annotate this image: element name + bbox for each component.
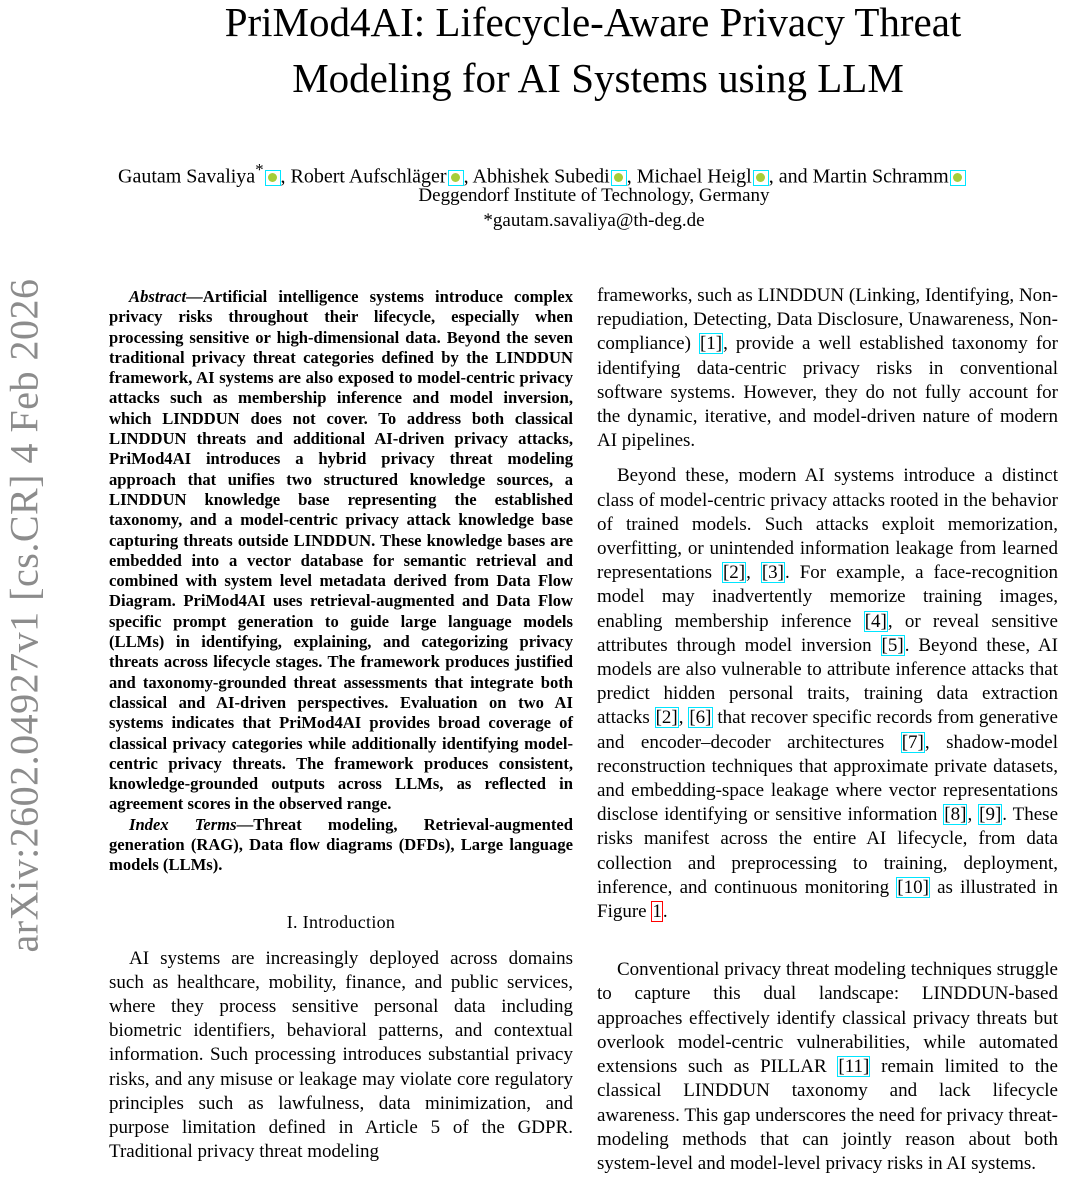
title-line-1: PriMod4AI: Lifecycle-Aware Privacy Threat (224, 0, 962, 45)
paragraph-text: Conventional privacy threat modeling techniques struggle to capture this dual landscape: LINDDUN-based approaches effectively identify classical privacy threats but overlook model-centric vulnerabilities, while automated extensions such as PILLAR (597, 959, 1058, 1078)
body-paragraph (597, 284, 1058, 453)
index-terms-label: Index Terms (129, 814, 237, 834)
title-line-2: Modeling for AI Systems using LLM (292, 55, 904, 101)
paragraph-text: Beyond these, modern AI systems introduce a distinct class of model-centric privacy attacks rooted in the behavior of trained models. Such attacks exploit memorization, overfitting, or unintended information leakage from learned representations (597, 465, 1058, 584)
author-name: Gautam Savaliya (118, 165, 256, 188)
author-name: Abhishek Subedi (472, 165, 610, 188)
paragraph-text: . (662, 901, 668, 923)
figure-reference-link[interactable]: 1 (652, 901, 662, 923)
paragraph-text: frameworks, such as LINDDUN (Linking, Identifying, Non-repudiation, Detecting, Data Disclosure, Unawareness, Non-compliance) (597, 285, 1058, 355)
citation-link[interactable]: [2] (722, 562, 746, 584)
paragraph-text: . Beyond these, AI models are also vulnerable to attribute inference attacks that predict hidden personal traits, training data extraction attacks (597, 634, 1058, 729)
citation-link[interactable]: [9] (979, 804, 1002, 826)
body-paragraph: AI systems are increasingly deployed across domains such as healthcare, mobility, finance, and public services, where they process sensitive personal data including biometric identifiers, behavioral patterns, and contextual information. Such processing introduces substantial privacy risks, and any misuse or leakage may violate core regulatory principles such as lawfulness, data minimization, and purpose limitation defined in Article 5 of the GDPR. Traditional privacy threat modeling (109, 947, 573, 1163)
paragraph-text: that recover specific records from generative and encoder–decoder architectures (597, 707, 1058, 753)
citation-link[interactable]: [4] (864, 610, 887, 632)
contact-email: *gautam.savaliya@th-deg.de (483, 210, 705, 231)
author-separator: , (626, 165, 637, 188)
citation-link[interactable]: [6] (689, 707, 712, 729)
citation-link[interactable]: [1] (699, 333, 723, 355)
arxiv-identifier-stamp (2, 270, 46, 960)
paragraph-text: , (678, 707, 689, 729)
citation-link[interactable]: [5] (881, 634, 904, 656)
abstract (109, 287, 573, 815)
author-name: Michael Heigl (636, 165, 752, 188)
paragraph-text: . For example, a face-recognition model may inadvertently memorize training images, enabling membership inference (597, 562, 1059, 632)
abstract-label: Abstract (129, 287, 187, 306)
citation-link[interactable]: [3] (761, 562, 785, 584)
paragraph-text: as illustrated in Figure (597, 876, 1058, 923)
citation-link[interactable]: [7] (901, 731, 924, 753)
citation-link[interactable]: [11] (838, 1056, 870, 1078)
right-column (597, 284, 1058, 1176)
body-paragraph (597, 958, 1058, 1176)
paragraph-text: , provide a well established taxonomy for identifying data-centric privacy risks in conventional software systems. However, they do not fully account for the dynamic, iterative, and model-driven nature of modern AI pipelines. (597, 333, 1058, 452)
index-terms-text: —Threat modeling, Retrieval-augmented generation (RAG), Data flow diagrams (DFDs), Large language models (LLMs). (109, 814, 573, 875)
affiliation: Deggendorf Institute of Technology, Germany (418, 185, 770, 206)
section-heading-introduction: I. Introduction (286, 911, 396, 932)
arxiv-stamp-text: arXiv:2602.04927v1 [cs.CR] 4 Feb 2026 (1, 277, 47, 953)
index-terms (109, 815, 573, 876)
left-column (109, 287, 573, 1164)
citation-link[interactable]: [8] (944, 804, 967, 826)
citation-link[interactable]: [2] (655, 707, 678, 729)
paragraph-text: , shadow-model reconstruction techniques that approximate private datasets, and embedding-space leakage where vector representations disclose identifying or sensitive information (597, 731, 1058, 826)
paragraph-text: . These risks manifest across the entire AI lifecycle, from data collection and preprocessing to training, deployment, inference, and continuous monitoring (597, 804, 1059, 898)
author-name: Martin Schramm (812, 165, 949, 188)
paragraph-text: , (967, 804, 979, 826)
abstract-text: —Artificial intelligence systems introduce complex privacy risks throughout their lifecycle, especially when processing sensitive or high-dimensional data. Beyond the seven traditional privacy threat categories defined by the LINDDUN framework, AI systems are also exposed to model-centric privacy attacks such as membership inference and model inversion, which LINDDUN does not cover. To address both classical LINDDUN threats and additional AI-driven privacy attacks, PriMod4AI introduces a hybrid privacy threat modeling approach that unifies two structured knowledge sources, a LINDDUN knowledge base representing the established taxonomy, and a model-centric privacy attack knowledge base capturing threats outside LINDDUN. These knowledge bases are embedded into a vector database for semantic retrieval and combined with system level metadata derived from Data Flow Diagram. PriMod4AI uses retrieval-augmented and Data Flow specific prompt generation to guide large language models (LLMs) in identifying, explaining, and categorizing privacy threats across lifecycle stages. The framework produces justified and taxonomy-grounded threat assessments that integrate both classical and AI-driven perspectives. Evaluation on two AI systems indicates that PriMod4AI provides broad coverage of classical privacy categories while additionally identifying model-centric privacy threats. The framework produces consistent, knowledge-grounded outputs across LLMs, as reflected in agreement scores in the observed range. (109, 287, 573, 814)
author-separator: , and (768, 165, 813, 188)
corresponding-author-mark: * (255, 160, 264, 179)
paragraph-text: remain limited to the classical LINDDUN taxonomy and lack lifecycle awareness. This gap underscores the need for privacy threat-modeling methods that can jointly reason about both system-level and model-level privacy risks in AI systems. (597, 1056, 1058, 1174)
paper-title (60, 0, 1066, 106)
author-name: Robert Aufschläger (290, 165, 447, 188)
paragraph-text: , or reveal sensitive attributes through model inversion (597, 610, 1058, 656)
author-separator: , (280, 165, 291, 188)
paragraph-text: , (746, 562, 761, 584)
body-paragraph (597, 464, 1058, 924)
citation-link[interactable]: [10] (897, 876, 929, 898)
author-separator: , (463, 165, 473, 188)
